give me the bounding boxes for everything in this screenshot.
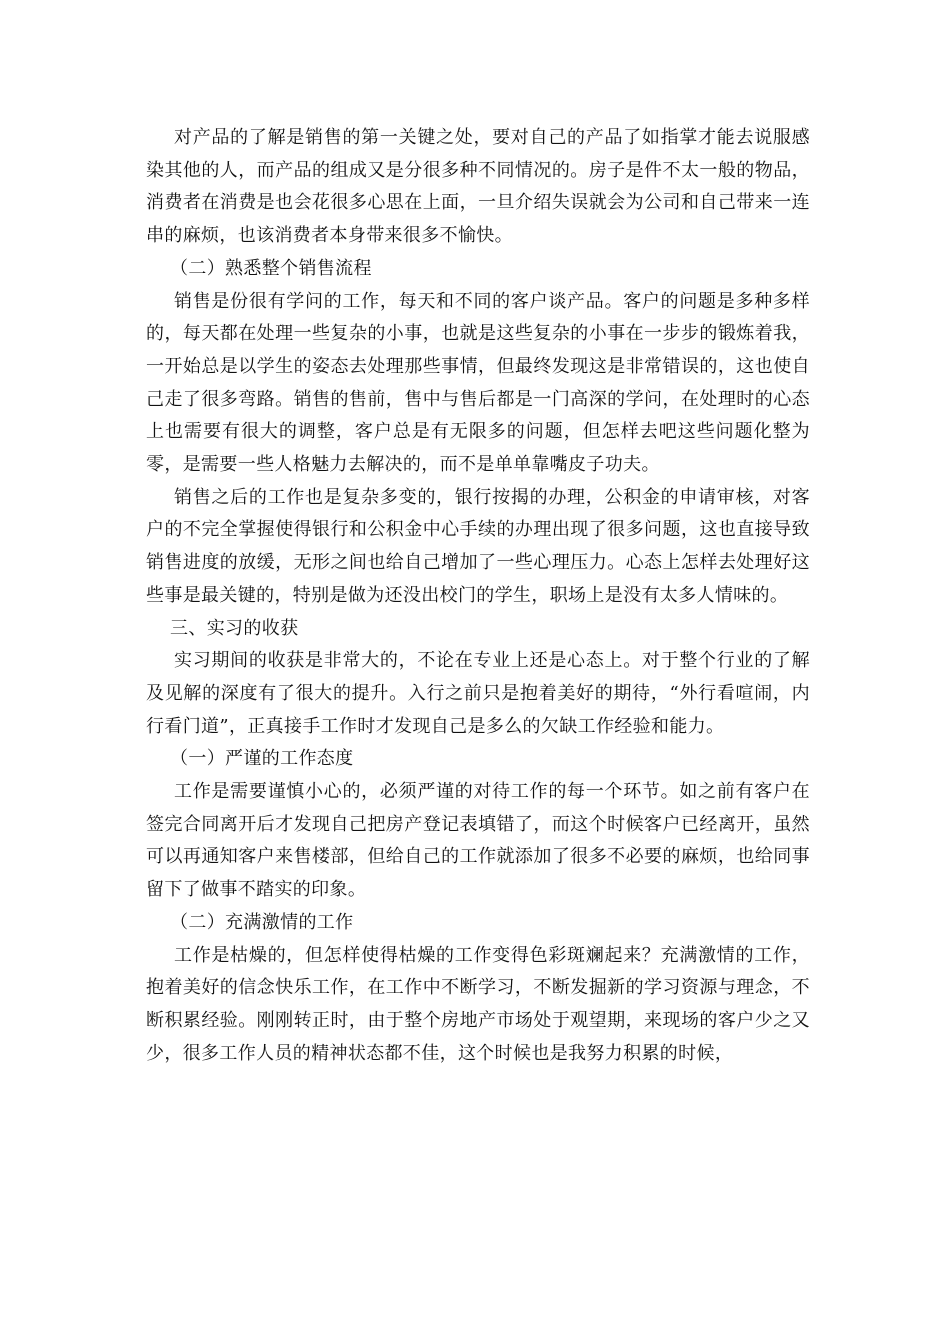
- paragraph-product-knowledge: 对产品的了解是销售的第一关键之处，要对自己的产品了如指掌才能去说服感染其他的人，而产品的组成又是分很多种不同情况的。房子是件不太一般的物品，消费者在消费是也会花很多心思在上面，一旦介绍失误就会为公司和自己带来一连串的麻烦，也该消费者本身带来很多不愉快。: [146, 127, 810, 247]
- paragraph-after-sales: 销售之后的工作也是复杂多变的，银行按揭的办理，公积金的申请审核，对客户的不完全掌握使得银行和公积金中心手续的办理出现了很多问题，这也直接导致销售进度的放缓，无形之间也给自己增加了一些心理压力。心态上怎样去处理好这些事是最关键的，特别是做为还没出校门的学生，职场上是没有太多人情味的。: [146, 486, 810, 606]
- heading-passionate-work: （二）充满激情的工作: [170, 911, 354, 933]
- document-body: [146, 122, 810, 1070]
- heading-sales-process: （二）熟悉整个销售流程: [170, 257, 372, 279]
- paragraph-sales-work: 销售是份很有学问的工作，每天和不同的客户谈产品。客户的问题是多种多样的，每天都在处理一些复杂的小事，也就是这些复杂的小事在一步步的锻炼着我，一开始总是以学生的姿态去处理那些事情，但最终发现这是非常错误的，这也使自己走了很多弯路。销售的售前，售中与售后都是一门高深的学问，在处理时的心态上也需要有很大的调整，客户总是有无限多的问题，但怎样去吧这些问题化整为零，是需要一些人格魅力去解决的，而不是单单靠嘴皮子功夫。: [146, 290, 810, 476]
- heading-internship-gains: 三、实习的收获: [170, 617, 299, 639]
- heading-rigorous-attitude: （一）严谨的工作态度: [170, 748, 354, 770]
- paragraph-passionate-work: 工作是枯燥的，但怎样使得枯燥的工作变得色彩斑斓起来？充满激情的工作，抱着美好的信念快乐工作，在工作中不断学习，不断发掘新的学习资源与理念，不断积累经验。刚刚转正时，由于整个房地产市场处于观望期，来现场的客户少之又少，很多工作人员的精神状态都不佳，这个时候也是我努力积累的时候，: [146, 944, 810, 1064]
- paragraph-internship-gains: 实习期间的收获是非常大的，不论在专业上还是心态上。对于整个行业的了解及见解的深度有了很大的提升。入行之前只是抱着美好的期待，“外行看喧闹，内行看门道”，正真接手工作时才发现自己是多么的欠缺工作经验和能力。: [146, 650, 810, 737]
- paragraph-rigorous-attitude: 工作是需要谨慎小心的，必须严谨的对待工作的每一个环节。如之前有客户在签完合同离开后才发现自己把房产登记表填错了，而这个时候客户已经离开，虽然可以再通知客户来售楼部，但给自己的工作就添加了很多不必要的麻烦，也给同事留下了做事不踏实的印象。: [146, 781, 810, 901]
